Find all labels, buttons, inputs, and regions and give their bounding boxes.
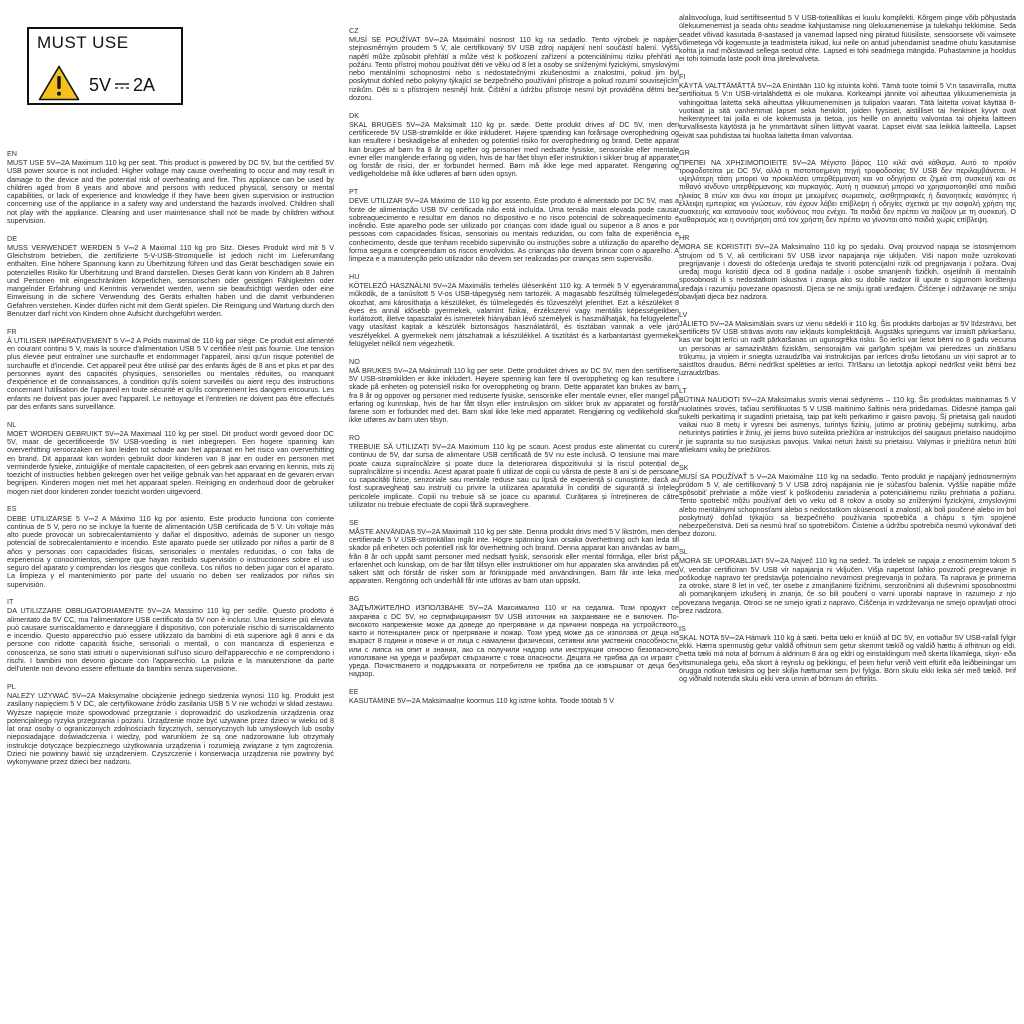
- language-code: DK: [349, 110, 359, 120]
- section-text: KASUTAMINE 5V⎓2A Maksimaalne koormus 110 kg istme kohta. Toode töötab 5 V: [349, 696, 615, 706]
- section-text: MOET WORDEN GEBRUIKT 5V⎓2A Maximaal 110 kg per stoel. Dit product wordt gevoed door DC 5V, maar de gecertificeerde 5V USB-voeding is niet inbegrepen. Een hogere spanning kan oververhitting veroorzaken en kan leiden tot schade aan het apparaat en het risico van oververhitting en brand. Dit apparaat kan worden gebruikt door kinderen van 8 jaar en ouder en personen met verminderde fysieke, zintuiglijke of mentale capaciteiten, of een gebrek aan ervaring en kennis, mits zij toezicht of instructies hebben gekregen over het veilige gebruik van het apparaat en de gevaren ervan begrijpen. Kinderen mogen niet met het apparaat spelen. Reiniging en onderhoud door de gebruiker mogen niet door kinderen zonder toezicht worden uitgevoerd.: [7, 428, 334, 496]
- language-code: FR: [7, 326, 17, 336]
- section-fr: [7, 328, 334, 411]
- language-code: NL: [7, 419, 17, 429]
- section-text: MUSÍ SE POUŽÍVAT 5V⎓2A Maximální nosnost 110 kg na sedadlo. Tento výrobek je napájen stejnosměrným proudem 5 V, ale certifikovaný 5V USB zdroj napájení není součástí balení. Vyšší napětí může způsobit přehřátí a může vést k poškození zařízení a potenciálnímu riziku přehřátí a požáru. Tento přístroj mohou používat děti ve věku od 8 let a osoby se sníženými fyzickými, smyslovými nebo mentálními schopnostmi nebo s nedostatečnými zkušenostmi a znalostmi, pokud jim byl poskytnut dohled nebo pokyny týkající se bezpečného používání přístroje a pokud rozumí souvisejícím rizikům. Děti si s přístrojem nesmějí hrát. Čištění a údržbu přístroje nesmí být prováděna dětmi bez dozoru.: [349, 35, 679, 102]
- section-cz: [349, 27, 679, 102]
- current-label: 2A: [133, 75, 156, 95]
- text-column-1: [7, 150, 334, 776]
- language-code: BG: [349, 594, 360, 604]
- language-code: GR: [679, 148, 690, 158]
- section-es: [7, 505, 334, 588]
- language-code: HU: [349, 271, 360, 281]
- section-text: SKAL NOTA 5V⎓2A Hámark 110 kg á sæti. Þetta tæki er knúið af DC 5V, en vottaður 5V USB-rafall fylgir ekki. Hærra spennustig getur valdið ofhitnun sem getur skemmt tækið og valdið hættu á ofhitnun og eldi. Þetta tæki má nota af börnum á aldrinum 8 ára og eldri og einstaklingum með skerta líkamlega, skyn- eða vitsmunalega getu, eða skort á reynslu og þekkingu, ef þeim hefur verið veitt eftirlit eða leiðbeiningar um örugga notkun tækisins og þeir skilja hætturnar sem því fylgja. Börn skulu ekki leika sér með tækið. Þrif og viðhald notenda skulu ekki vera unnin af börnum án eftirlits.: [679, 632, 1016, 684]
- section-nl: [7, 421, 334, 496]
- dc-current-symbol-icon: [114, 81, 130, 91]
- section-text: ΠΡΕΠΕΙ ΝΑ ΧΡΗΣΙΜΟΠΟΙΕΙΤΕ 5V⎓2A Μέγιστο βάρος 110 κιλά ανά κάθισμα. Αυτό το προϊόν τροφοδοτείται με DC 5V, αλλά η πιστοποιημένη πηγή τροφοδοσίας 5V USB δεν περιλαμβάνεται. Η υψηλότερη τάση μπορεί να προκαλέσει υπερθέρμανση και να οδηγήσει σε ζημιά στη συσκευή και σε πιθανό κίνδυνο υπερθέρμανσης και πυρκαγιάς. Αυτή η συσκευή μπορεί να χρησιμοποιηθεί από παιδιά ηλικίας 8 ετών και άνω και άτομα με μειωμένες σωματικές, αισθητηριακές ή διανοητικές ικανότητες ή έλλειψη εμπειρίας και γνώσεων, εάν έχουν λάβει επίβλεψη ή οδηγίες σχετικά με την ασφαλή χρήση της συσκευής και κατανοούν τους κινδύνους που ενέχει. Τα παιδιά δεν πρέπει να παίζουν με τη συσκευή. Ο καθαρισμός και η συντήρηση από τον χρήστη δεν πρέπει να γίνονται από παιδιά χωρίς επίβλεψη.: [679, 157, 1016, 225]
- section-text: MORA SE KORISTITI 5V⎓2A Maksimalno 110 kg po sjedalu. Ovaj proizvod napaja se istosmjernom strujom od 5 V, ali certificirani 5V USB izvor napajanja nije uključen. Viši napon može uzrokovati pregrijavanje i dovesti do oštećenja uređaja te stvoriti potencijalni rizik od pregrijavanja i požara. Ovaj uređaj mogu koristiti djeca od 8 godina nadalje i osobe smanjenih fizičkih, osjetilnih ili mentalnih sposobnosti ili s nedostatkom iskustva i znanja ako su dobile nadzor ili upute o sigurnom korištenju uređaja i razumiju povezane opasnosti. Djeca se ne smiju igrati uređajem. Čišćenje i održavanje ne smiju obavljati djeca bez nadzora.: [679, 242, 1016, 301]
- section-text: TREBUIE SĂ UTILIZAȚI 5V⎓2A Maximum 110 kg pe scaun. Acest produs este alimentat cu curent continuu de 5V, dar sursa de alimentare USB certificată de 5V nu este inclusă. O tensiune mai mare poate cauza supraîncălzire și poate duce la deteriorarea dispozitivului și la riscul potențial de supraîncălzire și incendiu. Acest aparat poate fi utilizat de copii cu vârsta de peste 8 ani și de persoane cu capacități fizice, senzoriale sau mentale reduse sau cu lipsă de experiență și cunoștințe, dacă au fost supravegheați sau instruiți cu privire la utilizarea aparatului în condiții de siguranță și înțeleg pericolele implicate. Copiii nu trebuie să se joace cu aparatul. Curățarea și întreținerea de către utilizator nu trebuie efectuate de copii fără supraveghere.: [349, 442, 679, 509]
- section-text: JĀLIETO 5V⎓2A Maksimālais svars uz vienu sēdekli ir 110 kg. Šis produkts darbojas ar 5V līdzstrāvu, bet sertificēts 5V USB strāvas avots nav iekļauts komplektācijā. Augstāks spriegums var izraisīt pārkaršanu, kas var bojāt ierīci un radīt pārkaršanas un ugunsgrēka risku. Šo ierīci var lietot bērni no 8 gadu vecuma un personas ar samazinātām fiziskām, sensorajām vai garīgām spējām vai pieredzes un zināšanu trūkumu, ja viņiem ir sniegta uzraudzība vai instrukcijas par ierīces drošu lietošanu un viņi saprot ar to saistītos draudus. Bērni nedrīkst spēlēties ar ierīci. Tīrīšanu un lietotāja apkopi nedrīkst veikt bērni bez uzraudzības.: [679, 318, 1016, 378]
- section-text: alalisvooluga, kuid sertifitseeritud 5 V USB-toiteallikas ei kuulu komplekti. Kõrgem pinge võib põhjustada ülekuumenemist ja seada ohtu seadme kahjustamise ning ülekuumenemise ja tulekahju tekkimise. Seda seadet võivad kasutada 8-aastased ja vanemad lapsed ning piiratud füüsiliste, sensoorsete või vaimsete võimetega või kogemuste ja teadmisteta isikud, kui neile on antud juhendamist seadme ohutu kasutamise kohta ja nad mõistavad sellega seotud ohte. Lapsed ei tohi seadmega mängida. Puhastamine ja hooldus ei tohi toimuda laste poolt ilma järelevalveta.: [679, 13, 1016, 64]
- section-text: KÖTELEZŐ HASZNÁLNI 5V⎓2A Maximális terhelés ülésenként 110 kg. A termék 5 V egyenárammal működik, de a tanúsított 5 V-os USB-tápegység nem tartozék. A magasabb feszültség túlmelegedést okozhat, ami károsíthatja a készüléket, és túlmelegedés és tűzveszélyt jelenthet. Ezt a készüléket 8 éves és annál idősebb gyermekek, valamint fizikai, érzékszervi vagy mentális képességeikben korlátozott, illetve tapasztalat és ismeretek hiányában lévő személyek is használhatják, ha felügyelettel vagy utasítást kaptak a készülék biztonságos használatáról, és tisztában vannak a vele járó veszélyekkel. A gyermekek nem játszhatnak a készülékkel. A tisztítást és a karbantartást gyermekek felügyelet nélkül nem végezhetik.: [349, 281, 679, 348]
- section-text: MORA SE UPORABLJATI 5V⎓2A Največ 110 kg na sedež. Ta izdelek se napaja z enosmernim tokom 5 V, vendar certificiran 5V USB vir napajanja ni vključen. Višja napetost lahko povzroči pregrevanje in poškoduje napravo ter predstavlja potencialno nevarnost pregrevanja in požara. Ta naprava je primerna za otroke, stare 8 let in več, ter osebe z zmanjšanimi fizičnimi, senzoričnimi ali duševnimi sposobnostmi ali pomanjkanjem izkušenj in znanja, če so bili poučeni o varni uporabi naprave in razumejo z njo povezana tveganja. Otroci se ne smejo igrati z napravo. Čiščenja in vzdrževanja ne smejo opravljati otroci brez nadzora.: [679, 556, 1016, 615]
- section-text: MÅSTE ANVÄNDAS 5V⎓2A Maximalt 110 kg per säte. Denna produkt drivs med 5 V likström, men den certifierade 5 V USB-strömkällan ingår inte. Högre spänning kan orsaka överhettning och kan leda till skador på enheten och potentiell risk för överhettning och brand. Denna apparat kan användas av barn från 8 år och uppåt samt personer med nedsatt fysisk, sensorisk eller mental förmåga, eller brist på erfarenhet och kunskap, om de har fått tillsyn eller instruktioner om hur apparaten ska användas på ett säkert sätt och förstår de risker som är förknippade med användningen. Barn får inte leka med apparaten. Rengöring och underhåll får inte utföras av barn utan uppsikt.: [349, 526, 679, 586]
- language-code: IT: [7, 597, 14, 607]
- section-lv: [679, 311, 1016, 378]
- section-bg: [349, 595, 679, 678]
- language-code: SK: [679, 462, 689, 472]
- section-ee: [349, 688, 679, 705]
- section-text: KÄYTÄ VALTTÄMÄTTÄ 5V⎓2A Enintään 110 kg istuinta kohti. Tämä tuote toimii 5 V:n tasavirralla, mutta sertifioitua 5 V:n USB-virtalähdettä ei ole mukana. Korkeampi jännite voi aiheuttaa ylikuumenemista ja vahingoittaa laitetta sekä aiheuttaa ylikuumenemisen ja tulipalon vaaran. Tätä laitetta voivat käyttää 8-vuotiaat ja sitä vanhemmat lapset sekä henkilöt, joiden fyysiset, aistilliset tai henkiset kyvyt ovat heikentyneet tai joilla ei ole kokemusta ja tietoa, jos heille on annettu valvontaa tai ohjeita laitteen turvallisesta käytöstä ja he ymmärtävät siihen liittyvät vaarat. Lapset eivät saa leikkiä laitteella. Lapset eivät saa puhdistaa tai huoltaa laitetta ilman valvontaa.: [679, 81, 1016, 140]
- section-hr: [679, 234, 1016, 301]
- voltage-rating: [89, 75, 155, 96]
- language-code: ES: [7, 504, 17, 514]
- section-dk: [349, 112, 679, 179]
- section-hu: [349, 273, 679, 348]
- section-text: BŪTINA NAUDOTI 5V⎓2A Maksimalus svoris vienai sėdynėms – 110 kg. Šis produktas maitinamas 5 V nuolatinės srovės, tačiau sertifikuotas 5 V USB maitinimo šaltinis nėra pridedamas. Didesnė įtampa gali sukelti perkaitimą ir sugadinti prietaisą, taip pat kelti perkaitimo ir gaisro pavojų. Šį prietaisą gali naudoti vaikai nuo 8 metų ir vyresni bei asmenys, turintys fizinių, jutimo ar protinių gebėjimų sutrikimų, arba neturintys patirties ir žinių, jei jiems buvo suteikta priežiūra ar instrukcijos dėl saugaus prietaiso naudojimo ir jie supranta su tuo susijusius pavojus. Vaikai neturi žaisti su prietaisu. Valymas ir priežiūra neturi būti atliekami vaikų be priežiūros.: [679, 395, 1016, 454]
- section-text: À UTILISER IMPÉRATIVEMENT 5 V⎓2 A Poids maximal de 110 kg par siège. Ce produit est alimenté en courant continu 5 V, mais la source d'alimentation USB 5 V certifiée n'est pas fournie. Une tension plus élevée peut entraîner une surchauffe et endommager l'appareil, ainsi qu'un risque potentiel de surchauffe et d'incendie. Cet appareil peut être utilisé par des enfants âgés de 8 ans et plus et par des personnes ayant des capacités physiques, sensorielles ou mentales réduites, ou manquant d'expérience et de connaissances, à condition qu'ils soient surveillés ou aient reçu des instructions concernant l'utilisation de l'appareil en toute sécurité et qu'ils comprennent les dangers encourus. Les enfants ne doivent pas jouer avec l'appareil. Le nettoyage et l'entretien ne doivent pas être effectués par des enfants sans surveillance.: [7, 335, 334, 411]
- language-code: IS: [679, 623, 686, 633]
- language-code: HR: [679, 233, 690, 243]
- section-text: DEBE UTILIZARSE 5 V⎓2 A Máximo 110 kg por asiento. Este producto funciona con corriente continua de 5 V, pero no se incluye la fuente de alimentación USB certificada de 5 V. Un voltaje más alto puede provocar un sobrecalentamiento y dañar el dispositivo, además de suponer un riesgo potencial de sobrecalentamiento e incendio. Este aparato puede ser utilizado por niños a partir de 8 años y personas con capacidades físicas, sensoriales o mentales reducidas, o con falta de experiencia y conocimientos, siempre que hayan recibido supervisión o instrucciones sobre el uso seguro del aparato y comprendan los riesgos que conlleva. Los niños no deben jugar con el aparato. La limpieza y el mantenimiento por parte del usuario no deben ser realizados por niños sin supervisión.: [7, 513, 334, 589]
- language-code: SE: [349, 517, 359, 527]
- section-text: SKAL BRUGES 5V⎓2A Maksimalt 110 kg pr. sæde. Dette produkt drives af DC 5V, men den certificerede 5V USB-strømkilde er ikke inkluderet. Højere spænding kan forårsage overophedning og kan resultere i beskadigelse af enheden og potentiel risiko for overophedning og brand. Dette apparat kan bruges af børn fra 8 år og opefter og personer med nedsatte fysiske, sensoriske eller mentale evner eller manglende erfaring og viden, hvis de har fået tilsyn eller instruktion i sikker brug af apparatet og forstår de risici, der er forbundet hermed. Børn må ikke lege med apparatet. Rengøring og vedligeholdelse må ikke udføres af børn uden opsyn.: [349, 119, 679, 179]
- language-code: CZ: [349, 26, 359, 35]
- section-de: [7, 235, 334, 318]
- section-gr: [679, 149, 1016, 224]
- section-is: [679, 625, 1016, 684]
- language-code: LV: [679, 309, 688, 319]
- section-text: DEVE UTILIZAR 5V⎓2A Máximo de 110 kg por assento. Este produto é alimentado por DC 5V, mas a fonte de alimentação USB 5V certificada não está incluída. Uma tensão mais elevada pode causar sobreaquecimento e resultar em danos no dispositivo e no risco potencial de sobreaquecimento e incêndio. Este aparelho pode ser utilizado por crianças com idade igual ou superior a 8 anos e por pessoas com capacidades físicas, sensoriais ou mentais reduzidas, ou com falta de experiência e conhecimento, desde que tenham recebido supervisão ou instruções sobre a utilização do aparelho de forma segura e compreendam os riscos envolvidos. As crianças não devem brincar com o aparelho. A limpeza e a manutenção pelo utilizador não devem ser realizadas por crianças sem supervisão.: [349, 196, 679, 264]
- section-ro: [349, 434, 679, 509]
- section-fi: [679, 73, 1016, 140]
- section-text: ЗАДЪЛЖИТЕЛНО ИЗПОЛЗВАНЕ 5V⎓2A Максимално 110 кг на седалка. Този продукт се захранва с DC 5V, но сертифицираният 5V USB източник на захранване не е включен. По-високото напрежение може да доведе до прегряване и да причини повреда на устройството, както и потенциален риск от прегряване и пожар. Този уред може да се използва от деца на възраст 8 години и повече и от лица с намалени физически, сетивни или умствени способности, или с липса на опит и знания, ако са получили надзор или инструкции относно безопасното използване на уреда и разбират свързаните с това опасности. Децата не трябва да си играят с уреда. Почистването и поддръжката от потребителя не трябва да се извършват от деца без надзор.: [349, 603, 679, 679]
- section-text: MUSÍ SA POUŽÍVAŤ 5 V⎓2A Maximálne 110 kg na sedadlo. Tento produkt je napájaný jednosmerným prúdom 5 V, ale certifikovaný 5 V USB zdroj napájania nie je súčasťou balenia. Vyššie napätie môže spôsobiť prehriatie a môže viesť k poškodeniu zariadenia a potenciálnemu riziku prehriatia a požiaru. Tento spotrebič môžu používať deti vo veku od 8 rokov a osoby so zníženými fyzickými, zmyslovými alebo mentálnymi schopnosťami alebo s nedostatkom skúseností a znalostí, ak boli poučené alebo im bol poskytnutý dohľad týkajúci sa bezpečného používania spotrebiča a chápu s tým spojené nebezpečenstvá. Deti sa nesmú hrať so spotrebičom. Čistenie a údržbu spotrebiča nesmú vykonávať deti bez dozoru.: [679, 471, 1016, 539]
- section-sl: [679, 548, 1016, 615]
- language-code: EN: [7, 149, 17, 158]
- text-column-2: [349, 27, 679, 715]
- language-code: EE: [349, 687, 359, 697]
- language-code: FI: [679, 72, 686, 81]
- warning-triangle-icon: [38, 65, 80, 101]
- language-code: LT: [679, 386, 687, 396]
- section-se: [349, 519, 679, 586]
- badge-title: MUST USE: [37, 33, 129, 52]
- language-code: PL: [7, 681, 16, 691]
- section-lt: [679, 387, 1016, 454]
- section-ee-continued: [679, 14, 1016, 64]
- language-code: RO: [349, 433, 360, 443]
- section-pt: [349, 188, 679, 263]
- section-sk: [679, 464, 1016, 539]
- section-text: MÅ BRUKES 5V⎓2A Maksimalt 110 kg per sete. Dette produktet drives av DC 5V, men den sertifiserte 5V USB-strømkilden er ikke inkludert. Høyere spenning kan føre til overoppheting og kan resultere i skade på enheten og potensiell risiko for overoppheting og brann. Dette apparatet kan brukes av barn fra 8 år og oppover og personer med reduserte fysiske, sensoriske eller mentale evner, eller mangel på erfaring og kunnskap, hvis de har fått tilsyn eller instruksjon om sikker bruk av apparatet og forstår farene som er forbundet med det. Barn skal ikke leke med apparatet. Rengjøring og vedlikehold skal ikke utføres av barn uten tilsyn.: [349, 365, 679, 425]
- must-use-badge: [27, 27, 183, 105]
- section-text: MUSS VERWENDET WERDEN 5 V⎓2 A Maximal 110 kg pro Sitz. Dieses Produkt wird mit 5 V Gleichstrom betrieben, die zertifizierte 5-V-USB-Stromquelle ist jedoch nicht im Lieferumfang enthalten. Eine höhere Spannung kann zu Überhitzung führen und das Gerät beschädigen sowie ein potenzielles Risiko für Überhitzung und Brand darstellen. Dieses Gerät kann von Kindern ab 8 Jahren und Personen mit eingeschränkten körperlichen, sensorischen oder geistigen Fähigkeiten oder mangelnder Erfahrung und Kenntnis verwendet werden, wenn sie beaufsichtigt werden oder eine Einweisung in die sichere Verwendung des Geräts erhalten haben und die damit verbundenen Gefahren verstehen. Kinder dürfen nicht mit dem Gerät spielen. Die Reinigung und Wartung durch den Benutzer darf nicht von Kindern ohne Aufsicht durchgeführt werden.: [7, 242, 334, 318]
- language-code: PT: [349, 187, 359, 197]
- section-it: [7, 598, 334, 673]
- section-text: MUST USE 5V⎓2A Maximum 110 kg per seat. This product is powered by DC 5V, but the certified 5V USB power source is not included. Higher voltage may cause overheating to occur and may result in damage to the device and the potential risk of overheating and fire. This appliance can be used by children aged from 8 years and above and persons with reduced physical, sensory or mental capabilities, or lack of experience and knowledge if they have been given supervision or instruction concerning use of the appliance in a safety way and understand the hazards involved. Children shall not play with the appliance. Cleaning and user maintenance shall not be made by children without supervision.: [7, 158, 334, 225]
- section-text: DA UTILIZZARE OBBLIGATORIAMENTE 5V⎓2A Massimo 110 kg per sedile. Questo prodotto è alimentato da 5V CC, ma l'alimentatore USB certificato da 5V non è incluso. Una tensione più elevata può causare surriscaldamento e danneggiare il dispositivo, con potenziale rischio di surriscaldamento e incendio. Questo apparecchio può essere utilizzato da bambini di età superiore agli 8 anni e da persone con ridotte capacità fisiche, sensoriali o mentali, o con mancanza di esperienza e conoscenza, se sono stati istruiti o supervisionati sull'uso sicuro dell'apparecchio e ne comprendono i rischi. I bambini non devono giocare con l'apparecchio. La pulizia e la manutenzione da parte dell'utente non devono essere effettuate da bambini senza supervisione.: [7, 606, 334, 674]
- language-code: NO: [349, 356, 360, 366]
- language-code: DE: [7, 233, 17, 243]
- language-code: SL: [679, 547, 688, 557]
- section-no: [349, 358, 679, 425]
- section-text: NALEŻY UŻYWAĆ 5V⎓2A Maksymalne obciążenie jednego siedzenia wynosi 110 kg. Produkt jest zasilany napięciem 5 V DC, ale certyfikowane źródło zasilania USB 5 V nie wchodzi w skład zestawu. Wyższe napięcie może spowodować przegrzanie i doprowadzić do uszkodzenia urządzenia oraz potencjalnego ryzyka przegrzania i pożaru. Urządzenie może być używane przez dzieci w wieku od 8 lat oraz osoby o ograniczonych zdolnościach fizycznych, sensorycznych lub umysłowych lub osoby nieposiadające doświadczenia i wiedzy, pod warunkiem że są one nadzorowane lub otrzymały instrukcje dotyczące bezpiecznego użytkowania urządzenia i rozumieją związane z tym zagrożenia. Dzieci nie powinny bawić się urządzeniem. Czyszczenie i konserwacja urządzenia nie powinny być wykonywane przez dzieci bez nadzoru.: [7, 691, 334, 767]
- section-en: [7, 150, 334, 225]
- text-column-3: [679, 14, 1016, 693]
- section-pl: [7, 683, 334, 766]
- voltage-label: 5V: [89, 75, 112, 95]
